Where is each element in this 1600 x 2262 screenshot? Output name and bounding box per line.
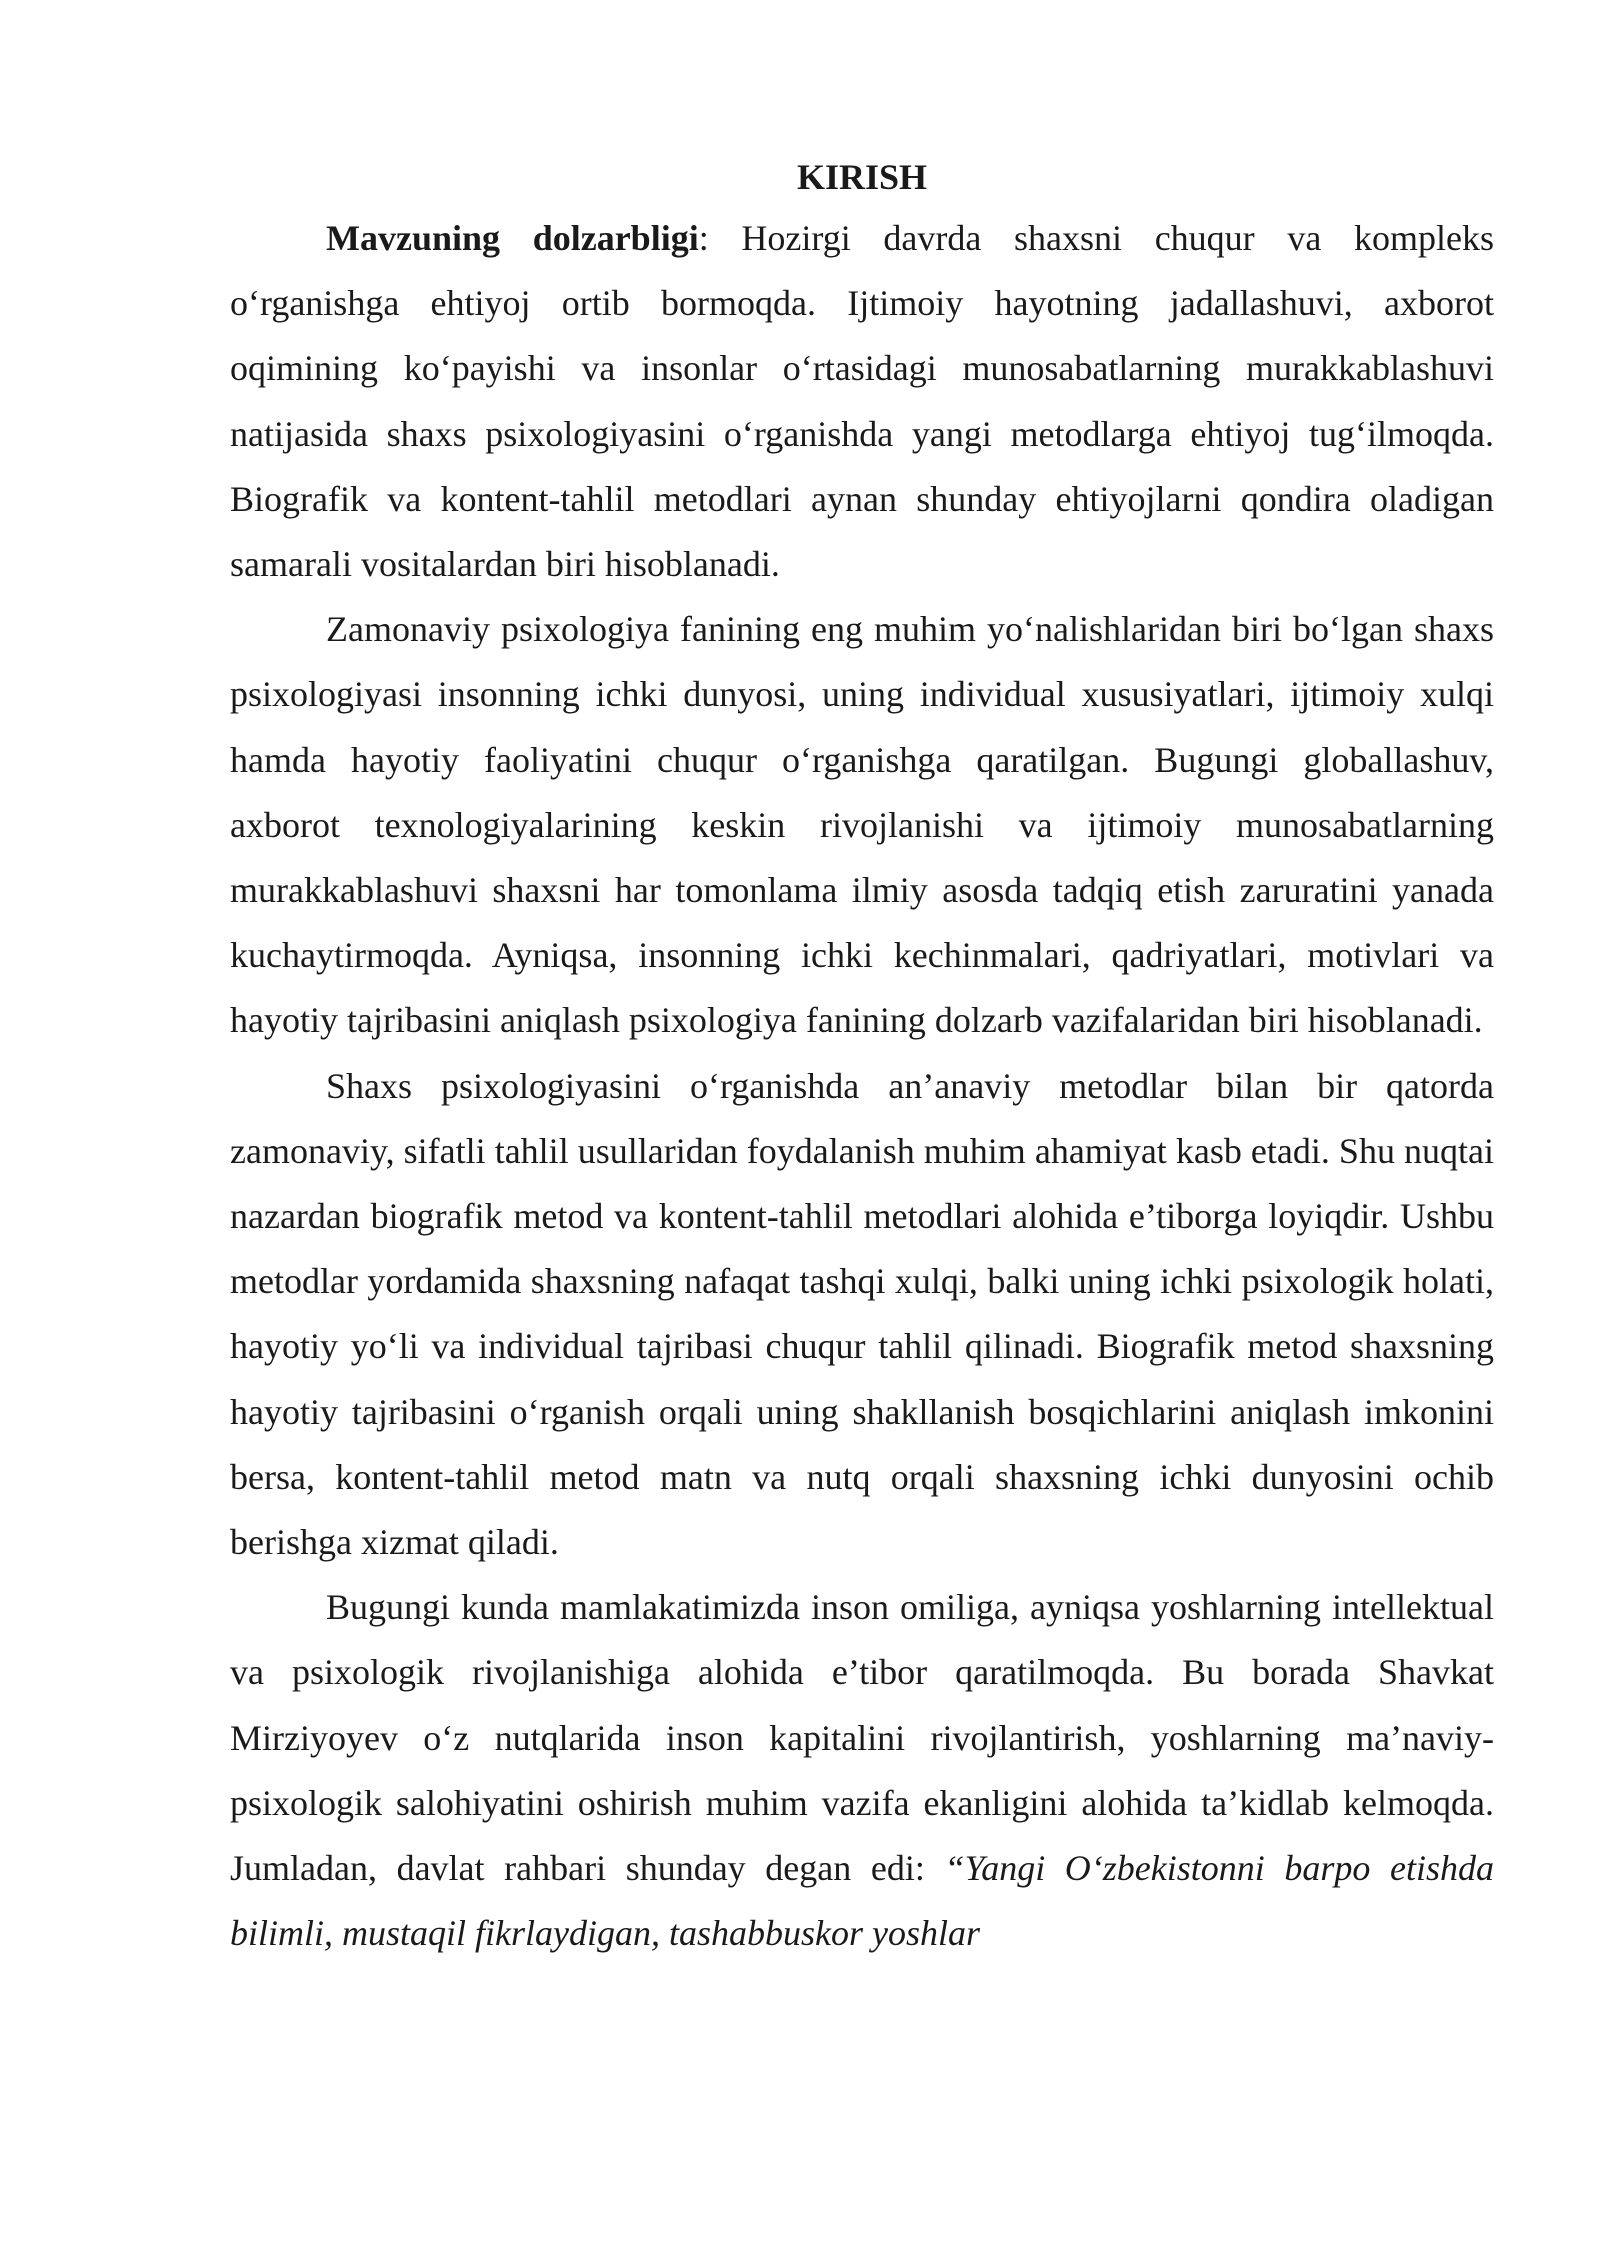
president-quote: “Yangi O‘zbekistonni barpo etishda bilimli, mustaqil fikrlaydigan, tashabbuskor yoshlar: [230, 1848, 1494, 1954]
relevance-text: Hozirgi davrda shaxsni chuqur va kompleks o‘rganishga ehtiyoj ortib bormoqda. Ijtimoiy hayotning jadallashuvi, axborot oqimining ko‘payishi va insonlar o‘rtasidagi munosabatlarning murakkablashuvi natijasida shaxs psixologiyasini o‘rganishda yangi metodlarga ehtiyoj tug‘ilmoqda. Biografik va kontent-tahlil metodlari aynan shunday ehtiyojlarni qondira oladigan samarali vositalardan biri hisoblanadi.: [230, 218, 1495, 585]
paragraph-methods: Shaxs psixologiyasini o‘rganishda an’anaviy metodlar bilan bir qatorda zamonaviy, sifatli tahlil usullaridan foydalanish muhim ahamiyat kasb etadi. Shu nuqtai nazardan biografik metod va kontent-tahlil metodlari alohida e’tiborga loyiqdir. Ushbu metodlar yordamida shaxsning nafaqat tashqi xulqi, balki uning ichki psixologik holati, hayotiy yo‘li va individual tajribasi chuqur tahlil qilinadi. Biografik metod shaxsning hayotiy tajribasini o‘rganish orqali uning shakllanish bosqichlarini aniqlash imkonini bersa, kontent-tahlil metod matn va nutq orqali shaxsning ichki dunyosini ochib berishga xizmat qiladi.: [230, 1065, 1494, 1563]
section-heading: KIRISH: [796, 157, 928, 197]
paragraph-personality-psychology: Zamonaviy psixologiya fanining eng muhim yo‘nalishlaridan biri bo‘lgan shaxs psixologiyasi insonning ichki dunyosi, uning individual xususiyatlari, ijtimoiy xulqi hamda hayotiy faoliyatini chuqur o‘rganishga qaratilgan. Bugungi globallashuv, axborot texnologiyalarining keskin rivojlanishi va ijtimoiy munosabatlarning murakkablashuvi shaxsni har tomonlama ilmiy asosda tadqiq etish zaruratini yanada kuchaytirmoqda. Ayniqsa, insonning ichki kechinmalari, qadriyatlari, motivlari va hayotiy tajribasini aniqlash psixologiya fanining dolzarb vazifalaridan biri hisoblanadi.: [230, 609, 1494, 1041]
document-body: [230, 148, 1494, 1966]
paragraph-youth: [230, 1575, 1494, 1966]
youth-text: Bugungi kunda mamlakatimizda inson omiliga, ayniqsa yoshlarning intellektual va psixologik rivojlanishiga alohida e’tibor qaratilmoqda. Bu borada Shavkat Mirziyoyev o‘z nutqlarida inson kapitalini rivojlantirish, yoshlarning ma’naviy-psixologik salohiyatini oshirish muhim vazifa ekanligini alohida ta’kidlab kelmoqda. Jumladan, davlat rahbari shunday degan edi:: [230, 1587, 1494, 1889]
paragraph-relevance: [230, 206, 1494, 597]
relevance-label: Mavzuning dolzarbligi: [326, 218, 699, 258]
relevance-colon: :: [698, 218, 742, 258]
